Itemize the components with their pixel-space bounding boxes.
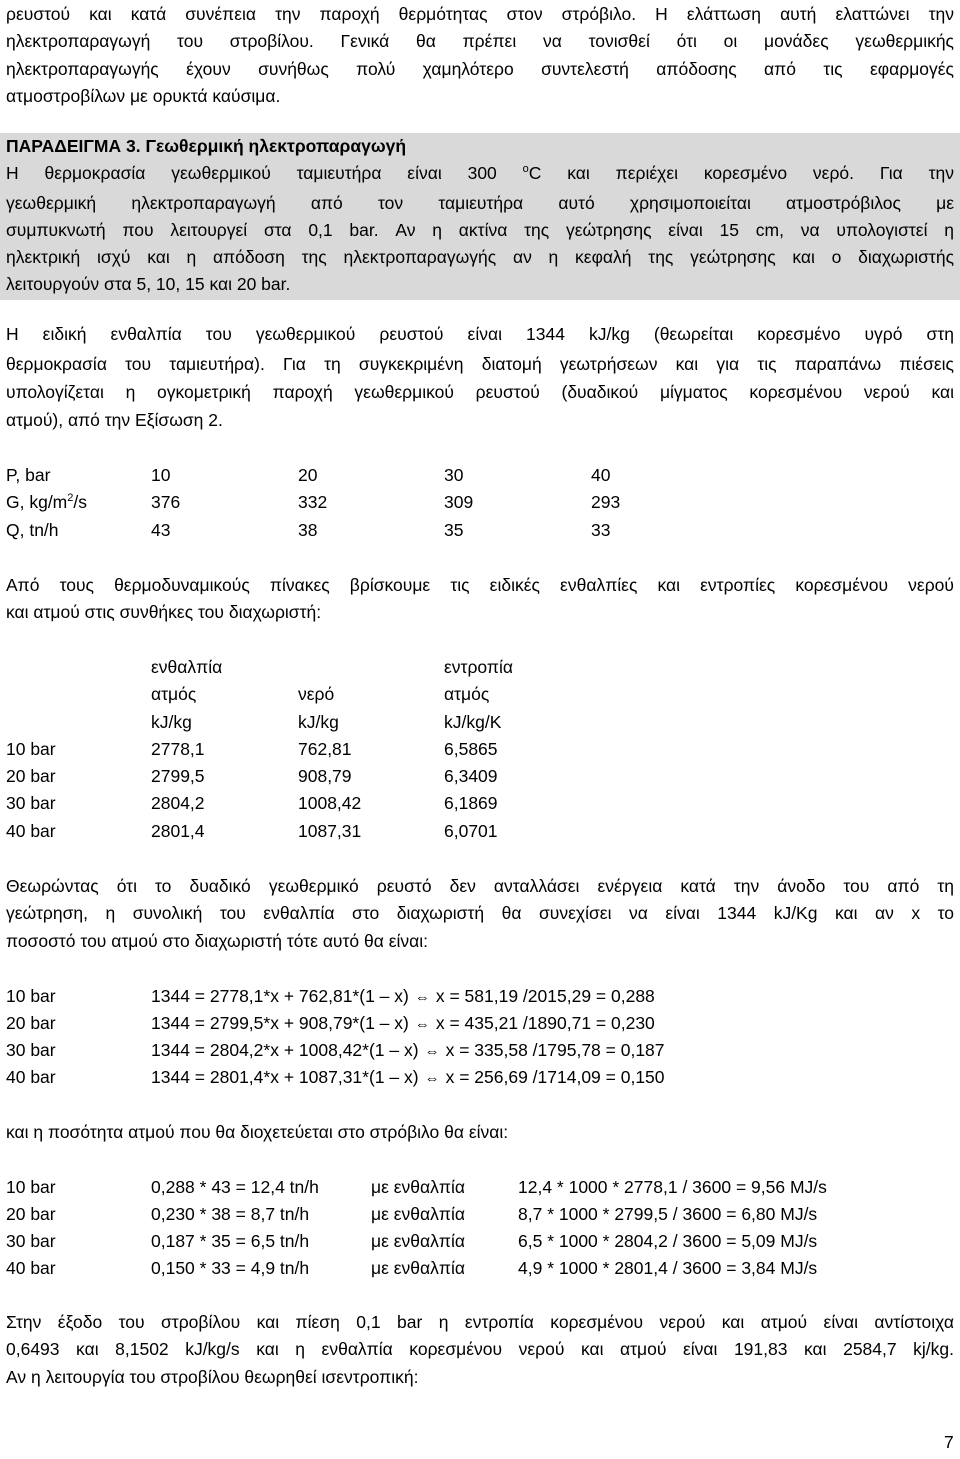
steam-header: ατμός: [151, 684, 197, 704]
steam-header: kJ/kg: [151, 712, 192, 732]
eq-pressure: 30 bar: [6, 1040, 56, 1060]
flow-row-label: P, bar: [6, 465, 51, 485]
para-line: και ατμού στις συνθήκες του διαχωριστή:: [6, 602, 322, 622]
flow-power: 8,7 * 1000 * 2799,5 / 3600 = 6,80 MJ/s: [518, 1204, 818, 1224]
flow-with: με ενθαλπία: [371, 1258, 465, 1278]
equation: 1344 = 2801,4*x + 1087,31*(1 – x) ⇔ x = 256,69 /1714,09 = 0,150: [151, 1066, 665, 1090]
steam-header: νερό: [298, 684, 335, 704]
flow-cell: 30: [444, 465, 464, 485]
intro-line: ηλεκτροπαραγωγής έχουν συνήθως πολύ χαμηλότερο συντελεστή απόδοσης από τις εφαρμογές: [6, 59, 954, 79]
para-line: και η ποσότητα ατμού που θα διοχετεύεται στο στρόβιλο θα είναι:: [6, 1122, 509, 1142]
flow-calc: 0,150 * 33 = 4,9 tn/h: [151, 1258, 310, 1278]
flow-pressure: 30 bar: [6, 1231, 56, 1251]
example-line: λειτουργούν στα 5, 10, 15 και 20 bar.: [6, 274, 291, 294]
steam-cell: 6,0701: [444, 821, 498, 841]
steam-header: kJ/kg/K: [444, 712, 502, 732]
flow-calc: 0,187 * 35 = 6,5 tn/h: [151, 1231, 310, 1251]
equation: 1344 = 2799,5*x + 908,79*(1 – x) ⇔ x = 435,21 /1890,71 = 0,230: [151, 1012, 655, 1036]
double-arrow-icon: ⇔: [424, 1070, 440, 1087]
flow-cell: 43: [151, 520, 171, 540]
equation: 1344 = 2804,2*x + 1008,42*(1 – x) ⇔ x = 335,58 /1795,78 = 0,187: [151, 1039, 665, 1063]
flow-cell: 40: [591, 465, 611, 485]
flow-cell: 35: [444, 520, 464, 540]
flow-cell: 20: [298, 465, 318, 485]
steam-row-label: 20 bar: [6, 766, 56, 786]
eq-pressure: 40 bar: [6, 1067, 56, 1087]
flow-cell: 332: [298, 492, 328, 512]
steam-header: ενθαλπία: [151, 657, 223, 677]
steam-header: εντροπία: [444, 657, 513, 677]
steam-cell: 6,3409: [444, 766, 498, 786]
para-line: Αν η λειτουργία του στροβίλου θεωρηθεί ισεντροπική:: [6, 1367, 419, 1387]
example-title: ΠΑΡΑΔΕΙΓΜΑ 3. Γεωθερμική ηλεκτροπαραγωγή: [6, 136, 407, 156]
double-arrow-icon: ⇔: [424, 1043, 440, 1060]
steam-cell: 1087,31: [298, 821, 362, 841]
steam-header: kJ/kg: [298, 712, 339, 732]
flow-calc: 0,230 * 38 = 8,7 tn/h: [151, 1204, 310, 1224]
eq-pressure: 20 bar: [6, 1013, 56, 1033]
steam-row-label: 10 bar: [6, 739, 56, 759]
eq-pressure: 10 bar: [6, 986, 56, 1006]
example-line: γεωθερμική ηλεκτροπαραγωγή από τον ταμιευτήρα αυτό χρησιμοποιείται ατμοστρόβιλος με: [6, 193, 954, 213]
example-line: ηλεκτρική ισχύ και η απόδοση της ηλεκτροπαραγωγής αν η κεφαλή της γεώτρησης και ο διαχωριστής: [6, 247, 954, 267]
flow-cell: 38: [298, 520, 318, 540]
example-text: C και περιέχει κορεσμένο νερό. Για την: [528, 163, 954, 183]
intro-line: ρευστού και κατά συνέπεια την παροχή θερμότητας στον στρόβιλο. Η ελάττωση αυτή ελαττώνει την: [6, 4, 954, 24]
steam-cell: 6,1869: [444, 793, 498, 813]
para-line: Από τους θερμοδυναμικούς πίνακες βρίσκουμε τις ειδικές ενθαλπίες και εντροπίες κορεσμένου νερού: [6, 575, 954, 595]
steam-cell: 908,79: [298, 766, 352, 786]
flow-power: 12,4 * 1000 * 2778,1 / 3600 = 9,56 MJ/s: [518, 1177, 827, 1197]
flow-calc: 0,288 * 43 = 12,4 tn/h: [151, 1177, 319, 1197]
steam-cell: 2804,2: [151, 793, 205, 813]
para-line: Στην έξοδο του στροβίλου και πίεση 0,1 bar η εντροπία κορεσμένου νερού και ατμού είναι αντίστοιχα: [6, 1312, 954, 1332]
example-line: [6, 162, 954, 184]
flow-pressure: 20 bar: [6, 1204, 56, 1224]
flow-cell: 309: [444, 492, 474, 512]
example-text: Η θερμοκρασία γεωθερμικού ταμιευτήρα είναι 300: [6, 163, 497, 183]
flow-cell: 376: [151, 492, 181, 512]
flow-with: με ενθαλπία: [371, 1231, 465, 1251]
flow-cell: 10: [151, 465, 171, 485]
steam-row-label: 30 bar: [6, 793, 56, 813]
steam-cell: 2799,5: [151, 766, 205, 786]
example-line: συμπυκνωτή που λειτουργεί στα 0,1 bar. Αν η ακτίνα της γεώτρησης είναι 15 cm, να υπολογιστεί η: [6, 220, 954, 240]
steam-cell: 2801,4: [151, 821, 205, 841]
steam-row-label: 40 bar: [6, 821, 56, 841]
intro-line: ατμοστροβίλων με ορυκτά καύσιμα.: [6, 86, 281, 106]
para-line: θερμοκρασία του ταμιευτήρα). Για τη συγκεκριμένη διατομή γεωτρήσεων και για τις παραπάνω πιέσεις: [6, 354, 954, 374]
double-arrow-icon: ⇔: [414, 1016, 430, 1033]
flow-pressure: 40 bar: [6, 1258, 56, 1278]
steam-cell: 6,5865: [444, 739, 498, 759]
flow-with: με ενθαλπία: [371, 1177, 465, 1197]
flow-pressure: 10 bar: [6, 1177, 56, 1197]
flow-power: 4,9 * 1000 * 2801,4 / 3600 = 3,84 MJ/s: [518, 1258, 818, 1278]
flow-row-label: Q, tn/h: [6, 520, 59, 540]
steam-cell: 2778,1: [151, 739, 205, 759]
steam-cell: 762,81: [298, 739, 352, 759]
para-line: ατμού), από την Εξίσωση 2.: [6, 410, 223, 430]
flow-power: 6,5 * 1000 * 2804,2 / 3600 = 5,09 MJ/s: [518, 1231, 818, 1251]
steam-header: ατμός: [444, 684, 490, 704]
flow-cell: 33: [591, 520, 611, 540]
para-line: υπολογίζεται η ογκομετρική παροχή γεωθερμικού ρευστού (δυαδικού μίγματος κορεσμένου νερού και: [6, 382, 954, 402]
intro-line: ηλεκτροπαραγωγή του στροβίλου. Γενικά θα πρέπει να τονισθεί ότι οι μονάδες γεωθερμικής: [6, 31, 954, 51]
flow-cell: 293: [591, 492, 621, 512]
para-line: Θεωρώντας ότι το δυαδικό γεωθερμικό ρευστό δεν ανταλλάσει ενέργεια κατά την άνοδο του από τη: [6, 876, 954, 896]
double-arrow-icon: ⇔: [414, 989, 430, 1006]
flow-with: με ενθαλπία: [371, 1204, 465, 1224]
para-line: 0,6493 και 8,1502 kJ/kg/s και η ενθαλπία κορεσμένου νερού και ατμού είναι 191,83 και 2584,7 kj/kg.: [6, 1339, 954, 1359]
page-number: 7: [944, 1432, 954, 1452]
steam-cell: 1008,42: [298, 793, 362, 813]
degree-sup: o: [522, 163, 529, 176]
flow-row-label: G, $kg/m^2/s$: [6, 492, 88, 512]
para-line: Η ειδική ενθαλπία του γεωθερμικού ρευστού είναι 1344 kJ/kg (θεωρείται κορεσμένο υγρό στη: [6, 324, 954, 344]
para-line: γεώτρηση, η συνολική του ενθαλπία στο διαχωριστή θα συνεχίσει να είναι 1344 kJ/Kg και αν x το: [6, 903, 954, 923]
equation: 1344 = 2778,1*x + 762,81*(1 – x) ⇔ x = 581,19 /2015,29 = 0,288: [151, 985, 655, 1009]
para-line: ποσοστό του ατμού στο διαχωριστή τότε αυτό θα είναι:: [6, 931, 429, 951]
